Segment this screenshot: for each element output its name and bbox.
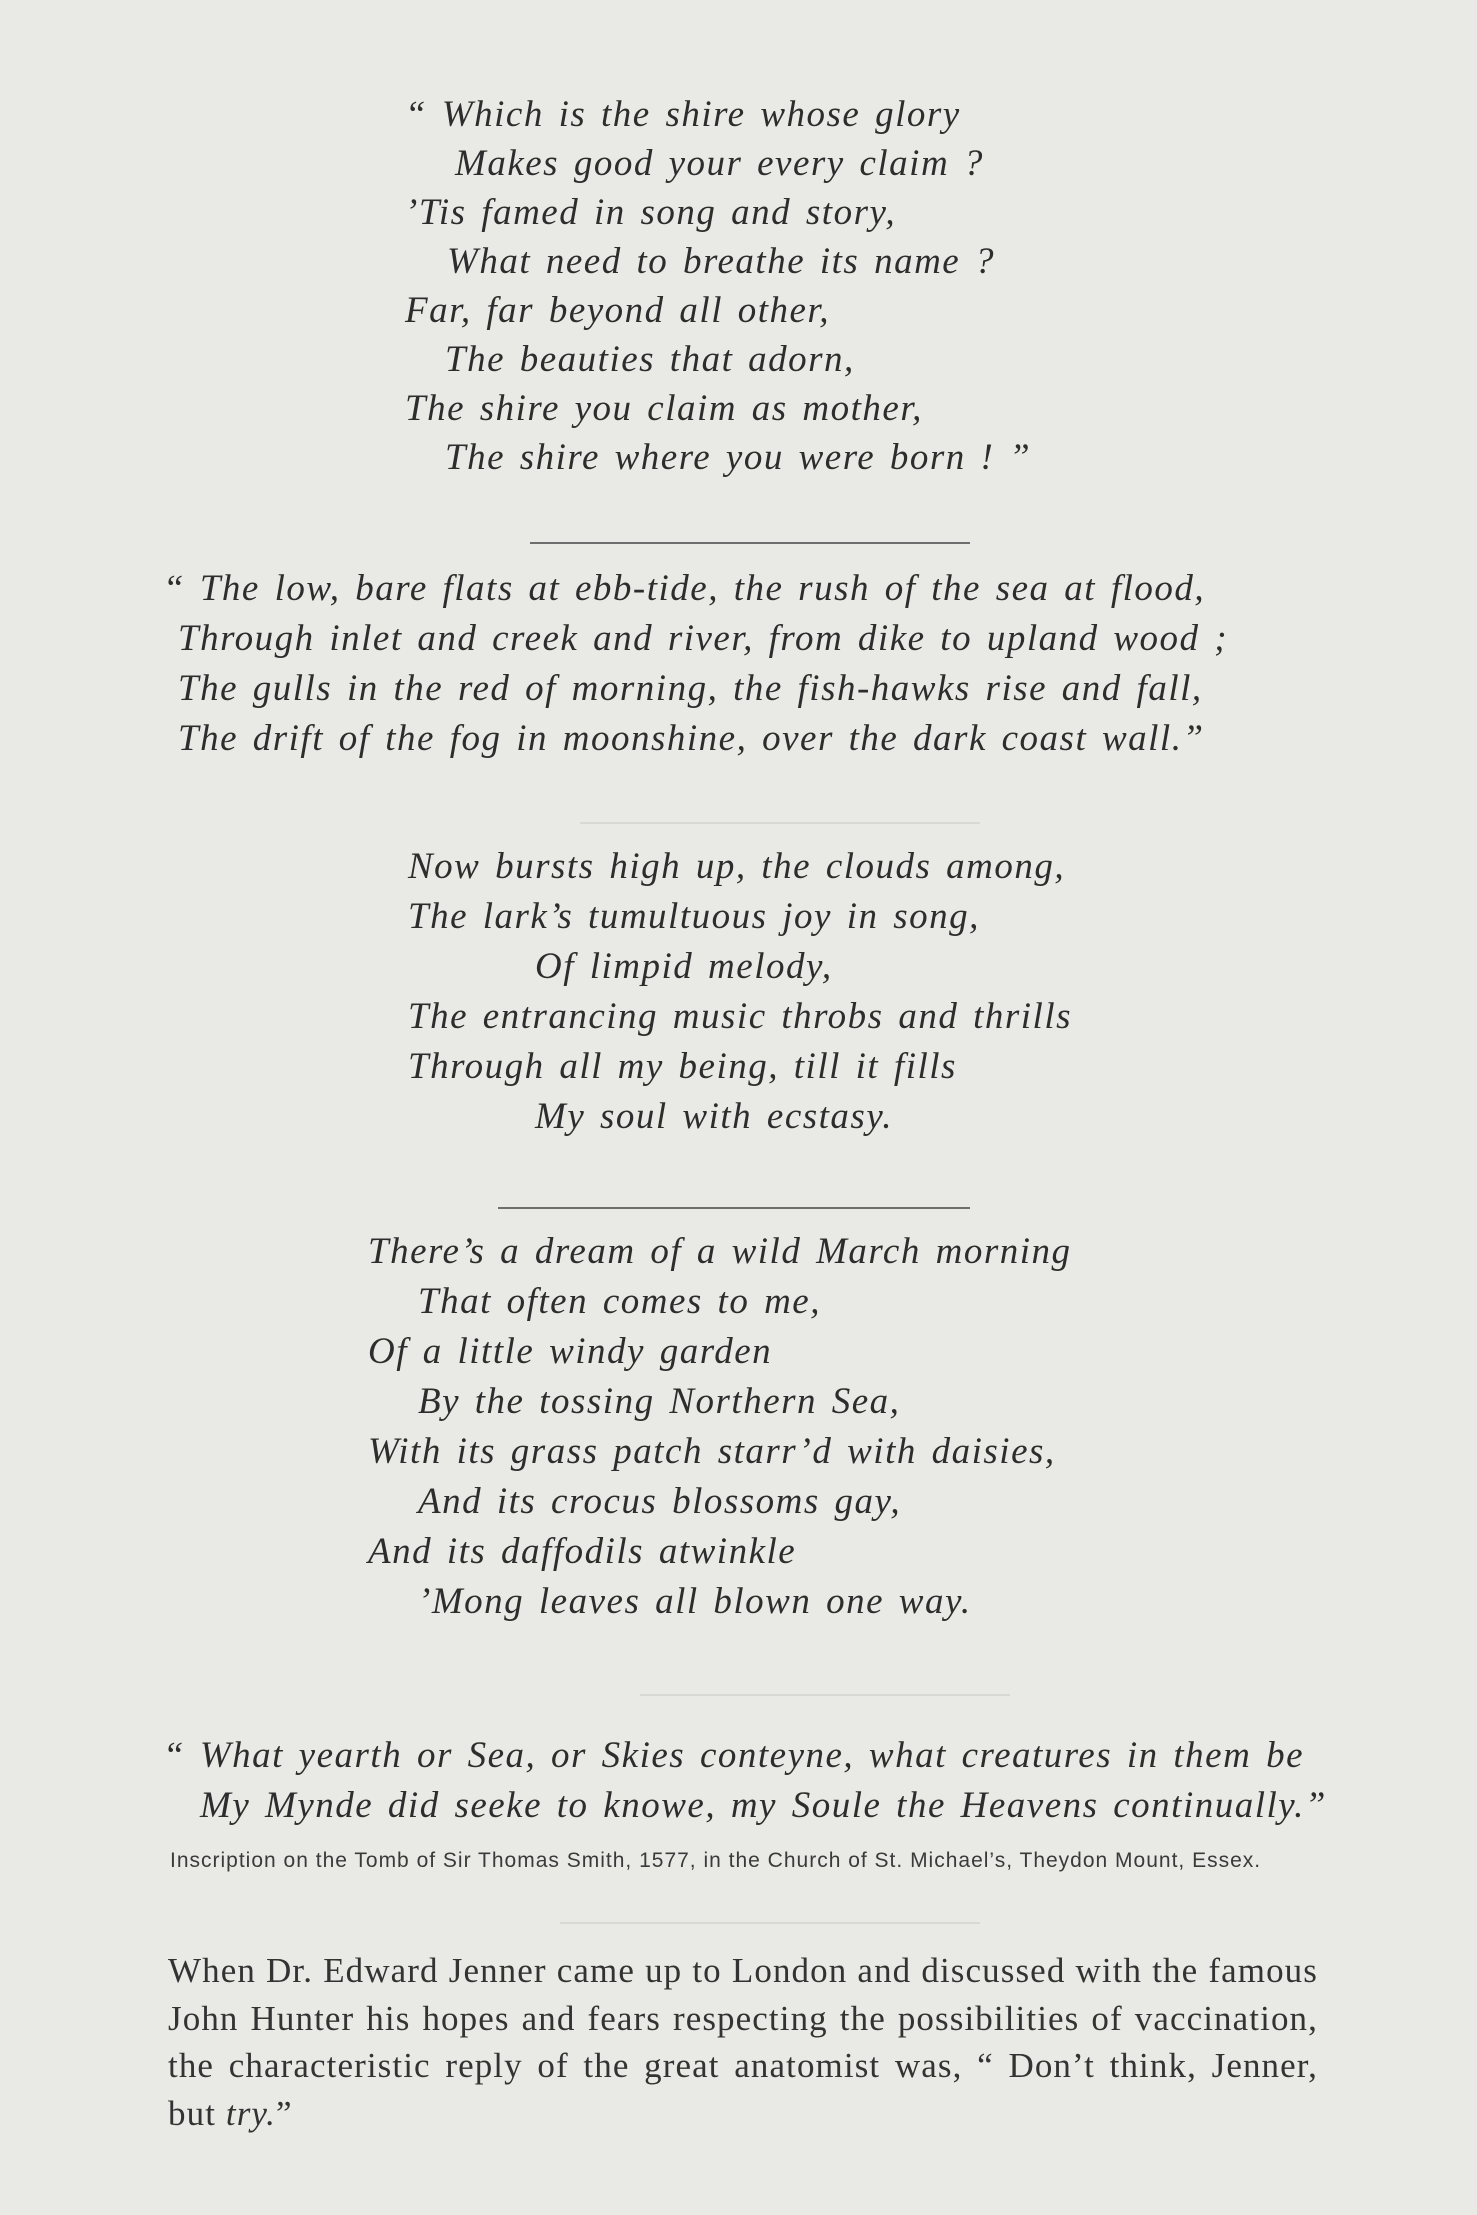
- poem-line: Far, far beyond all other,: [405, 290, 830, 331]
- poem-line: The drift of the fog in moonshine, over the dark coast wall.”: [178, 718, 1205, 759]
- poem-line: “ Which is the shire whose glory: [405, 94, 961, 135]
- poem-line: And its crocus blossoms gay,: [418, 1481, 902, 1522]
- section-divider: [560, 1922, 980, 1924]
- jenner-anecdote: [168, 1947, 1318, 2137]
- poem-line: The entrancing music throbs and thrills: [408, 996, 1072, 1037]
- poem-line: Makes good your every claim ?: [455, 143, 984, 184]
- anecdote-text: When Dr. Edward Jenner came up to London and discussed with the famous John Hunter his hopes and fears respecting the possibilities of vaccination, the characteristic reply of the great anatomist was, “ Don’t think, Jenner, but: [168, 1951, 1318, 2133]
- poem-line: And its daffodils atwinkle: [368, 1531, 797, 1572]
- section-divider: [580, 822, 980, 824]
- anecdote-closing-quote: ”: [275, 2093, 293, 2133]
- section-divider: [498, 1207, 970, 1209]
- poem-line: The shire you claim as mother,: [405, 388, 923, 429]
- section-divider: [530, 542, 970, 544]
- poem-line: The shire where you were born ! ”: [445, 437, 1032, 478]
- poem-line: ’Mong leaves all blown one way.: [418, 1581, 972, 1622]
- poem-line: Through inlet and creek and river, from dike to upland wood ;: [178, 618, 1229, 659]
- poem-line: By the tossing Northern Sea,: [418, 1381, 901, 1422]
- poem-line: “ The low, bare flats at ebb-tide, the rush of the sea at flood,: [163, 568, 1206, 609]
- poem-line: The gulls in the red of morning, the fish-hawks rise and fall,: [178, 668, 1203, 709]
- poem-line: The lark’s tumultuous joy in song,: [408, 896, 980, 937]
- poem-line: Through all my being, till it fills: [408, 1046, 957, 1087]
- anecdote-emphasis: try.: [225, 2093, 276, 2133]
- poem-line: ’Tis famed in song and story,: [405, 192, 897, 233]
- inscription-caption: Inscription on the Tomb of Sir Thomas Smith, 1577, in the Church of St. Michael’s, Theydon Mount, Essex.: [170, 1849, 1262, 1872]
- poem-line: Now bursts high up, the clouds among,: [408, 846, 1066, 887]
- poem-line: My Mynde did seeke to knowe, my Soule the Heavens continually.”: [200, 1785, 1328, 1826]
- poem-line: My soul with ecstasy.: [535, 1096, 893, 1137]
- poem-line: Of limpid melody,: [535, 946, 833, 987]
- poem-line: Of a little windy garden: [368, 1331, 773, 1372]
- poem-line: There’s a dream of a wild March morning: [368, 1231, 1072, 1272]
- poem-line: With its grass patch starr’d with daisies,: [368, 1431, 1056, 1472]
- section-divider: [640, 1694, 1010, 1696]
- poem-line: The beauties that adorn,: [445, 339, 855, 380]
- poem-line: “ What yearth or Sea, or Skies conteyne, what creatures in them be: [163, 1735, 1304, 1776]
- poem-line: What need to breathe its name ?: [447, 241, 995, 282]
- poem-line: That often comes to me,: [418, 1281, 821, 1322]
